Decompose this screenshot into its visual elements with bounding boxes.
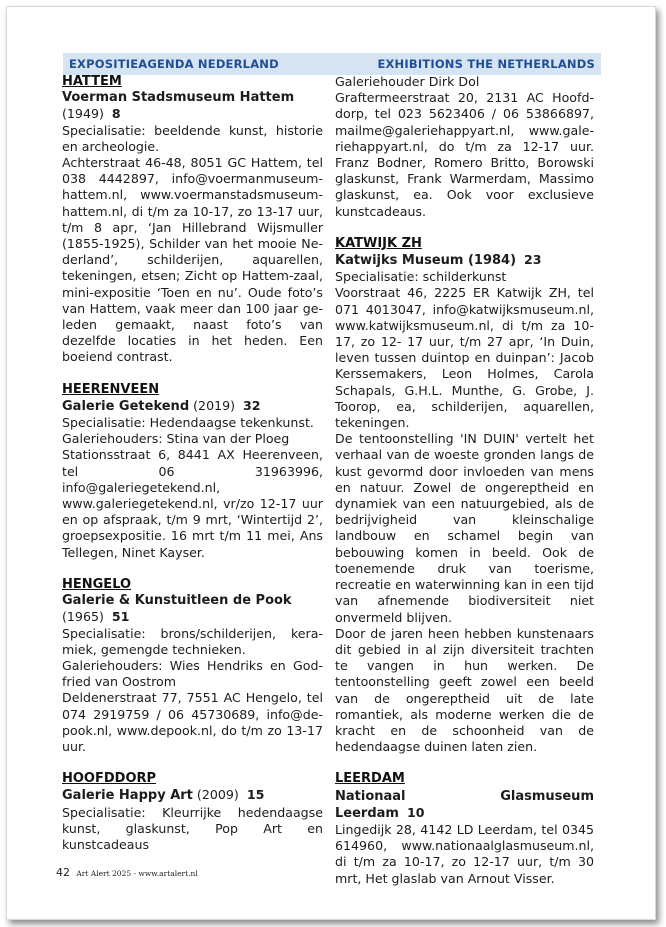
listing-paragraph: Specialisatie: Hedendaagse tekenkunst. [62,415,314,431]
header-title-english: EXHIBITIONS THE NETHERLANDS [377,57,595,71]
listing-hengelo [62,577,323,755]
venue-meta [62,106,323,122]
listing-paragraph: Graftermeerstraat 20, 2131 AC Hoofddorp, tel 023 5623406 / 06 53866897, mailme@galeriehappyart.nl, www.galeriehappyart.nl, do t/m za 12-17 uur. Franz Bodner, Romero Britto, Borowski glaskunst, Frank Warmerdam, Massimo glaskunst, ea. Ook voor exclusieve kunstcadeaus. [335,90,594,219]
venue-line [62,398,323,415]
city-heading: LEERDAM [335,771,405,787]
listing-hoofddorp [62,771,323,853]
footer-text: Art Alert 2025 - www.artalert.nl [76,869,198,878]
listing-paragraph: Achterstraat 46-48, 8051 GC Hattem, tel 038 4442897, info@voermanmuseumhattem.nl, www.voermanstadsmuseumhattem.nl, di t/m za 10-17, zo 13-17 uur, t/m 8 apr, ‘Jan Hillebrand Wijsmuller (1855-1925), Schilder van het mooie Nederland’, schilderijen, aquarellen, tekeningen, etsen; Zicht op Hattem-zaal, mini-expositie ‘Toen en nu’. Oude foto’s van Hattem, vaak meer dan 100 jaar geleden gemaakt, naast foto’s van dezelfde locaties in het heden. Een boeiend contrast. [62,155,323,365]
venue-number: 10 [406,804,425,820]
city-heading: HATTEM [62,74,122,89]
venue-name: Galerie Getekend [62,398,190,414]
listing-leerdam [335,771,594,886]
venue-line [335,788,594,822]
page-footer [56,866,198,879]
venue-year: (2009) [196,787,239,803]
venue-number: 23 [524,252,542,268]
venue-name: Galerie & Kunstuitleen de Pook [62,593,292,609]
venue-name: Galerie Happy Art [62,788,193,804]
venue-number: 15 [246,787,265,803]
listing-paragraph: Lingedijk 28, 4142 LD Leerdam, tel 0345 614960, www.nationaalglasmuseum.nl, di t/m za 10-17, zo 12-17 uur, t/m 30 mrt, Het glaslab van Arnout Visser. [335,821,594,886]
header-title-dutch: EXPOSITIEAGENDA NEDERLAND [69,57,279,71]
listing-paragraph: Specialisatie: beeldende kunst, historie en archeologie. [62,122,323,154]
venue-number: 8 [111,106,121,122]
venue-number: 32 [243,397,261,413]
listing-paragraph: Stationsstraat 6, 8441 AX Heerenveen, tel 06 31963996, info@galeriegetekend.nl, www.galeriegetekend.nl, vr/zo 12-17 uur en op afspraak, t/m 9 mrt, ‘Wintertijd 2’, groepsexpositie. 16 mrt t/m 11 mei, Ans Tellegen, Ninet Kayser. [62,447,323,560]
left-column [62,74,323,869]
right-column [335,74,594,903]
city-heading: HOOFDDORP [62,771,157,787]
venue-name: Nationaal Glasmuseum Leerdam [335,788,594,821]
listing-paragraph: Galeriehouders: Wies Hendriks en Godfried van Oostrom [62,657,323,690]
listing-paragraph: Galeriehouders: Stina van der Ploeg [62,431,290,447]
city-heading: HEERENVEEN [62,381,160,397]
section-header-band [63,53,601,75]
venue-name: Katwijks Museum (1984) [335,253,517,269]
listing-heerenveen [62,382,323,561]
city-heading: KATWIJK ZH [335,235,422,251]
listing-hattem [62,74,323,366]
listing-paragraph: Galeriehouder Dirk Dol [335,74,480,89]
city-heading: HENGELO [62,576,132,592]
listing-hoofddorp-continued [335,74,594,220]
venue-meta [62,609,323,625]
venue-year: (2019) [193,397,236,413]
venue-line [335,252,594,269]
listing-paragraph: Specialisatie: schilderkunst [335,269,507,285]
listing-paragraph: Specialisatie: brons/schilderijen, keramiek, gemengde technieken. [62,625,323,657]
listing-paragraph: De tentoonstelling 'IN DUIN' vertelt het verhaal van de woeste gronden langs de kust gevormd door invloeden van mens en natuur. Zowel de ongereptheid en dynamiek van een natuurgebied, als de bedrijvigheid van kleinschalige landbouw en schamel begin van bebouwing komen in beeld. Ook de toenemende druk van toerisme, recreatie en waterwinning kan in een tijd van afnemende biodiversiteit niet onvermeld blijven. [335,431,594,625]
venue-year: (1949) [62,106,104,122]
venue-line [62,787,323,804]
listing-paragraph: Deldenerstraat 77, 7551 AC Hengelo, tel 074 2919759 / 06 45730689, info@depook.nl, www.depook.nl, do t/m zo 13-17 uur. [62,690,323,754]
listing-paragraph: Voorstraat 46, 2225 ER Katwijk ZH, tel 071 4013047, info@katwijksmuseum.nl, www.katwijksmuseum.nl, di t/m za 10-17, zo 12- 17 uur, t/m 27 apr, ‘In Duin, leven tussen duintop en duinpan’: Jacob Kerssemakers, Leon Holmes, Carola Schapals, G.H.L. Munthe, G. Grobe, J. Toorop, ea, schilderijen, aquarellen, tekeningen. [335,285,594,431]
listing-katwijk [335,236,594,756]
listing-paragraph: Door de jaren heen hebben kunstenaars dit gebied in al zijn diversiteit trachten te vangen in hun werken. De tentoonstelling geeft zowel een beeld van de ongereptheid uit de late romantiek, als moderne werken die de kracht en de schoonheid van de hedendaagse duinen laten zien. [335,625,594,755]
venue-name: Voerman Stadsmuseum Hattem [62,90,295,106]
page-number: 42 [56,866,70,879]
listing-paragraph: Specialisatie: Kleurrijke hedendaagse kunst, glaskunst, Pop Art en kunstcadeaus [62,804,323,852]
venue-number: 51 [111,609,130,625]
venue-year: (1965) [62,609,104,625]
